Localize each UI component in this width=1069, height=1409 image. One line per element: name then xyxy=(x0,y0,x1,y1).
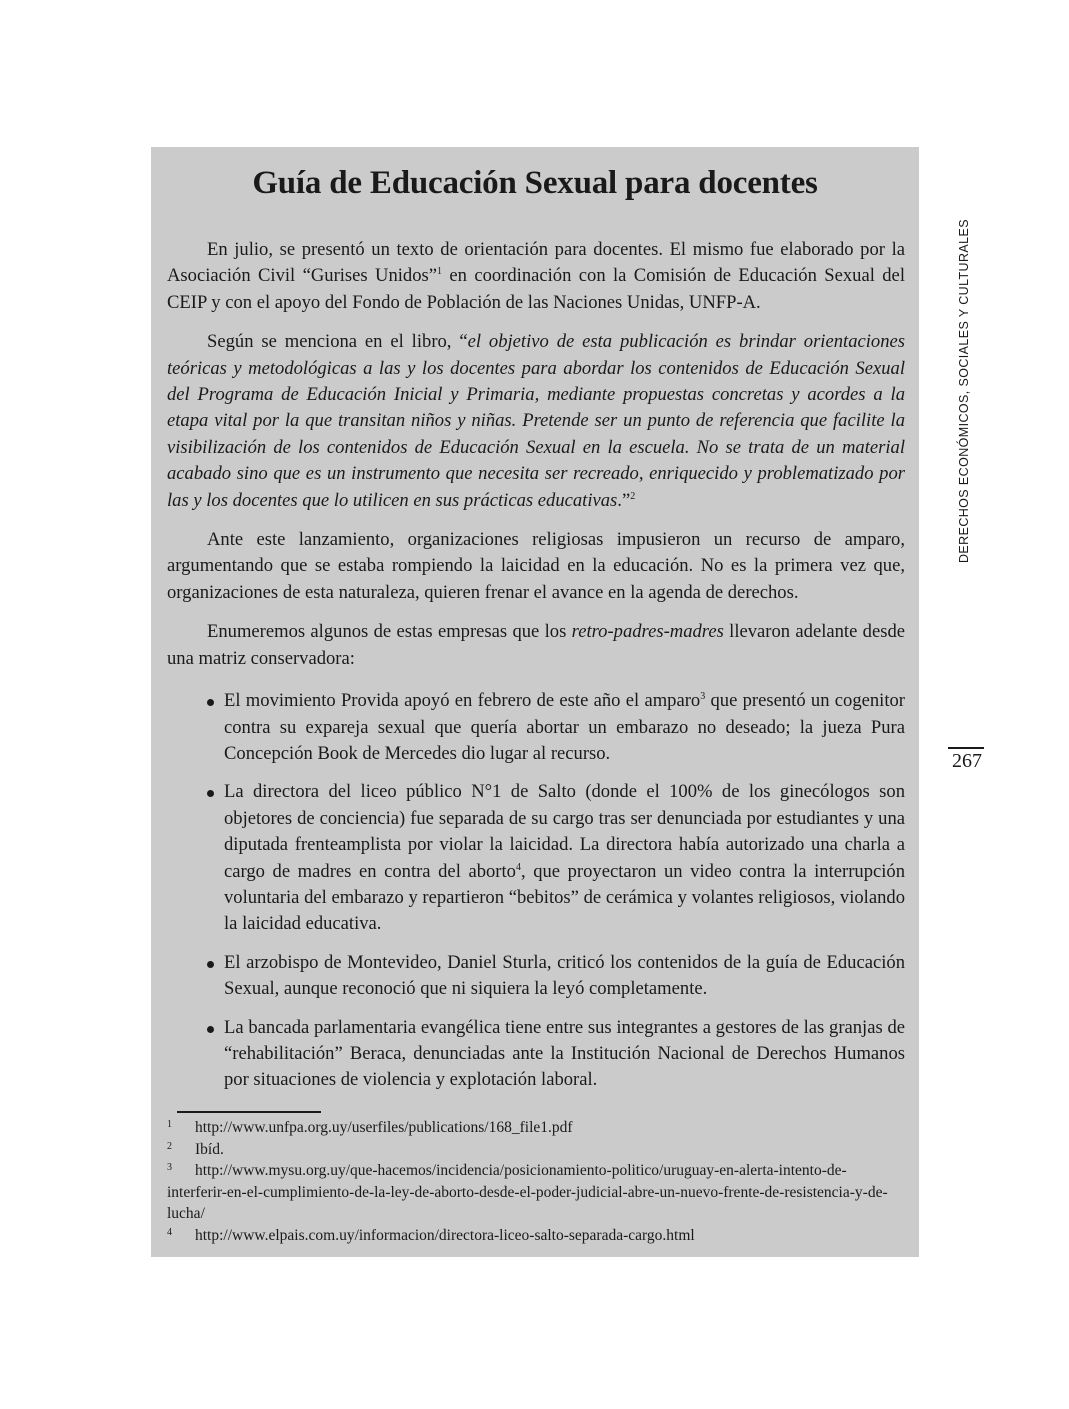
bullet-icon xyxy=(207,961,214,968)
paragraph-4-text-a: Enumeremos algunos de estas empresas que los xyxy=(207,621,572,643)
footnote-ref-3: 3 xyxy=(700,690,706,702)
bullet-list xyxy=(167,688,905,1094)
paragraph-4-text-b: llevaron adelante desde una matriz conservadora: xyxy=(167,621,905,669)
page-title: Guía de Educación Sexual para docentes xyxy=(252,165,818,201)
footnote-number: 1 xyxy=(167,1119,172,1130)
page-number-rule xyxy=(948,747,984,749)
paragraph-2-text-a: Según se menciona en el libro, “ xyxy=(207,331,468,353)
paragraph-3: Ante este lanzamiento, organizaciones religiosas impusieron un recurso de amparo, argumentando que se estaba rompiendo la laicidad en la educación. No es la primera vez que, organizaciones de esta naturaleza, quieren frenar el avance en la agenda de derechos. xyxy=(167,529,905,603)
footnote-ref-2: 2 xyxy=(630,490,636,502)
list-item xyxy=(207,779,905,937)
list-item xyxy=(207,1015,905,1094)
list-item xyxy=(207,688,905,767)
bullet-1-text-a: El movimiento Provida apoyó en febrero de este año el amparo xyxy=(224,690,701,712)
bullet-icon xyxy=(207,1026,214,1033)
paragraph-2 xyxy=(167,329,905,514)
footnote-3 xyxy=(167,1160,905,1225)
content-box xyxy=(151,147,919,1257)
page-number: 267 xyxy=(952,750,982,772)
footnote-text: Ibíd. xyxy=(195,1140,224,1158)
bullet-1-text-b: que presentó un cogenitor contra su expareja sexual que quería abortar un embarazo no deseado; la jueza Pura Concepción Book de Mercedes dio lugar al recurso. xyxy=(224,690,905,764)
footnote-number: 4 xyxy=(167,1226,172,1238)
list-item xyxy=(207,950,905,1003)
bullet-2-text-b: , que proyectaron un video contra la interrupción voluntaria del embarazo y repartieron “bebitos” de cerámica y volantes religiosos, violando la laicidad educativa. xyxy=(224,860,906,935)
footnote-number: 2 xyxy=(167,1140,172,1152)
bullet-icon xyxy=(207,699,214,706)
article-body xyxy=(167,237,905,1106)
bullet-2-text-a: La directora del liceo público N°1 de Salto (donde el 100% de los ginecólogos son objetores de conciencia) fue separada de su cargo tras ser denunciada por estudiantes y una diputada frenteamplista por violar la laicidad. La directora había autorizado una charla a cargo de madres en contra del aborto xyxy=(224,781,905,882)
bullet-icon xyxy=(207,790,214,797)
bullet-3-text: El arzobispo de Montevideo, Daniel Sturla, criticó los contenidos de la guía de Educación Sexual, aunque reconoció que ni siquiera la leyó completamente. xyxy=(224,951,905,1000)
paragraph-1 xyxy=(167,237,905,316)
bullet-4-text: La bancada parlamentaria evangélica tiene entre sus integrantes a gestores de las granjas de “rehabilitación” Beraca, denunciadas ante la Institución Nacional de Derechos Humanos por situaciones de violencia y explotación laboral. xyxy=(224,1016,905,1091)
footnote-link[interactable]: http://www.mysu.org.uy/que-hacemos/incidencia/posicionamiento-politico/uruguay-en-alerta-intento-de-interferir-en-el-cumplimiento-de-la-ley-de-aborto-desde-el-poder-judicial-abre-un-nuevo-frente-de-resistencia-y-de-lucha/ xyxy=(167,1162,888,1222)
section-side-label: DERECHOS ECONÓMICOS, SOCIALES Y CULTURALES xyxy=(957,219,971,563)
paragraph-1-text-a: En julio, se presentó un texto de orientación para docentes. El mismo fue elaborado por la Asociación Civil “Gurises Unidos” xyxy=(167,239,905,287)
footnote-number: 3 xyxy=(167,1162,172,1173)
footnote-ref-1: 1 xyxy=(437,266,443,278)
footnote-2 xyxy=(167,1139,905,1161)
paragraph-4 xyxy=(167,619,905,672)
paragraph-4-italic: retro-padres-madres xyxy=(571,621,724,643)
footnote-link[interactable]: http://www.elpais.com.uy/informacion/directora-liceo-salto-separada-cargo.html xyxy=(195,1226,695,1244)
paragraph-2-quote: el objetivo de esta publicación es brindar orientaciones teóricas y metodológicas a las y los docentes para abordar los contenidos de Educación Sexual del Programa de Educación Inicial y Primaria, mediante propuestas concretas y acordes a la etapa vital por la que transitan niños y niñas. Pretende ser un punto de referencia que facilite la visibilización de los contenidos de Educación Sexual en la escuela. No se trata de un material acabado sino que es un instrumento que necesita ser recreado, enriquecido y problematizado por las y los docentes que lo utilicen en sus prácticas educativas xyxy=(167,331,905,511)
footnote-divider xyxy=(177,1111,321,1113)
footnote-ref-4: 4 xyxy=(515,861,521,873)
footnotes xyxy=(167,1117,905,1246)
paragraph-2-text-b: .” xyxy=(617,489,631,511)
footnote-4 xyxy=(167,1225,905,1247)
paragraph-1-text-b: en coordinación con la Comisión de Educación Sexual del CEIP y con el apoyo del Fondo de Población de las Naciones Unidas, UNFP-A. xyxy=(167,265,905,313)
footnote-1 xyxy=(167,1117,905,1139)
footnote-link[interactable]: http://www.unfpa.org.uy/userfiles/publications/168_file1.pdf xyxy=(195,1119,573,1136)
